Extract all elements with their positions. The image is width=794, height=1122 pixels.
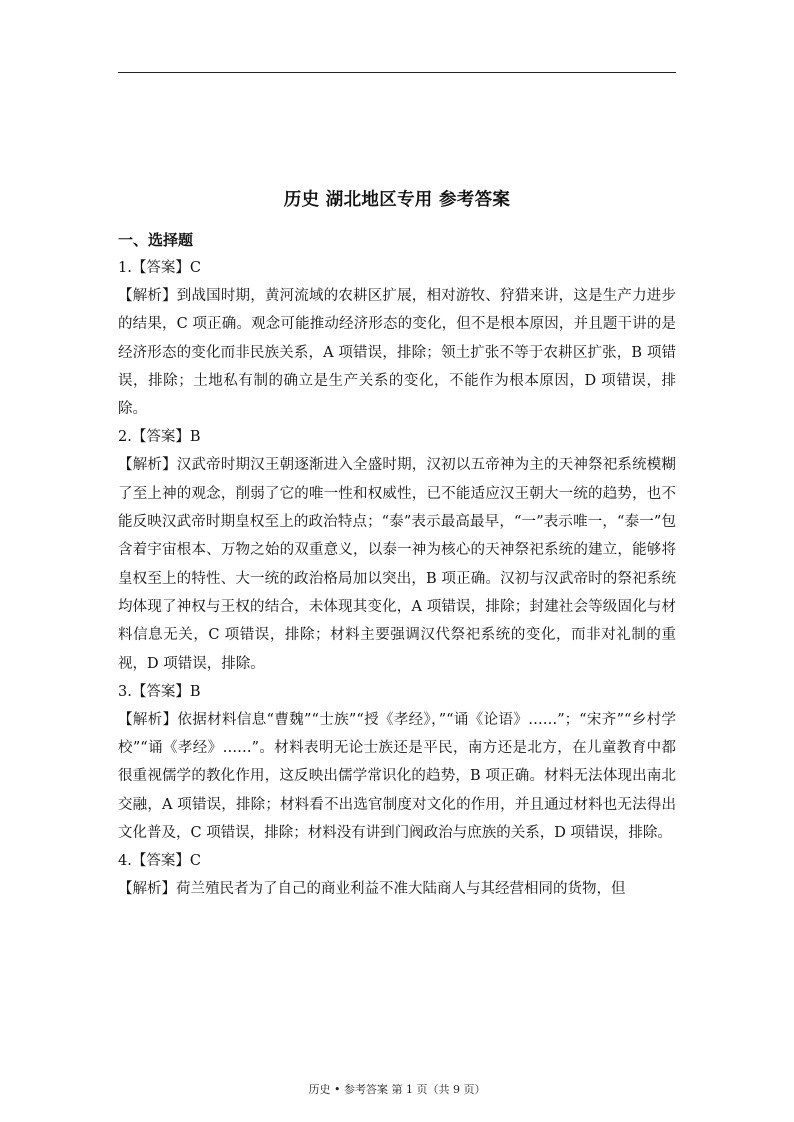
page-footer: 历史 • 参考答案 第 1 页（共 9 页） <box>308 1083 486 1096</box>
page-title: 历史 湖北地区专用 参考答案 <box>283 190 511 210</box>
question-4-answer: 4.【答案】C <box>118 853 201 870</box>
header-rule <box>118 72 676 73</box>
question-3-analysis: 【解析】依据材料信息“曹魏”“士族”“授《孝经》，”“诵《论语》……”；“宋齐”“乡村学校”“诵《孝经》……”。材料表明无论士族还是平民，南方还是北方，在儿童教育中都很重视儒学的教化作用，这反映出儒学常识化的趋势，B 项正确。材料无法体现出南北交融，A 项错误，排除；材料看不出选官制度对文化的作用，并且通过材料也无法得出文化普及，C 项错误，排除；材料没有讲到门阀政治与庶族的关系，D 项错误，排除。 <box>118 711 676 842</box>
section-heading: 一、选择题 <box>118 231 194 249</box>
question-3 <box>118 678 676 847</box>
question-4-analysis: 【解析】荷兰殖民者为了自己的商业利益不准大陆商人与其经营相同的货物，但 <box>118 881 626 898</box>
question-1-analysis: 【解析】到战国时期，黄河流域的农耕区扩展，相对游牧、狩猎来讲，这是生产力进步的结果，C 项正确。观念可能推动经济形态的变化，但不是根本原因，并且题干讲的是经济形态的变化而非民族关系，A 项错误，排除；领土扩张不等于农耕区扩张，B 项错误，排除；土地私有制的确立是生产关系的变化，不能作为根本原因，D 项错误，排除。 <box>118 288 676 418</box>
question-2-answer: 2.【答案】B <box>118 429 201 446</box>
question-2 <box>118 423 676 677</box>
question-4 <box>118 847 676 903</box>
answer-content <box>118 226 676 904</box>
question-1 <box>118 254 676 423</box>
question-3-answer: 3.【答案】B <box>118 683 201 700</box>
question-2-analysis: 【解析】汉武帝时期汉王朝逐渐进入全盛时期，汉初以五帝神为主的天神祭祀系统模糊了至上神的观念，削弱了它的唯一性和权威性，已不能适应汉王朝大一统的趋势，也不能反映汉武帝时期皇权至上的政治特点；“泰”表示最高最早，“一”表示唯一，“泰一”包含着宇宙根本、万物之始的双重意义，以泰一神为核心的天神祭祀系统的建立，能够将皇权至上的特性、大一统的政治格局加以突出，B 项正确。汉初与汉武帝时的祭祀系统均体现了神权与王权的结合，未体现其变化，A 项错误，排除；封建社会等级固化与材料信息无关，C 项错误，排除；材料主要强调汉代祭祀系统的变化，而非对礼制的重视，D 项错误，排除。 <box>118 457 676 672</box>
question-1-answer: 1.【答案】C <box>118 260 201 276</box>
